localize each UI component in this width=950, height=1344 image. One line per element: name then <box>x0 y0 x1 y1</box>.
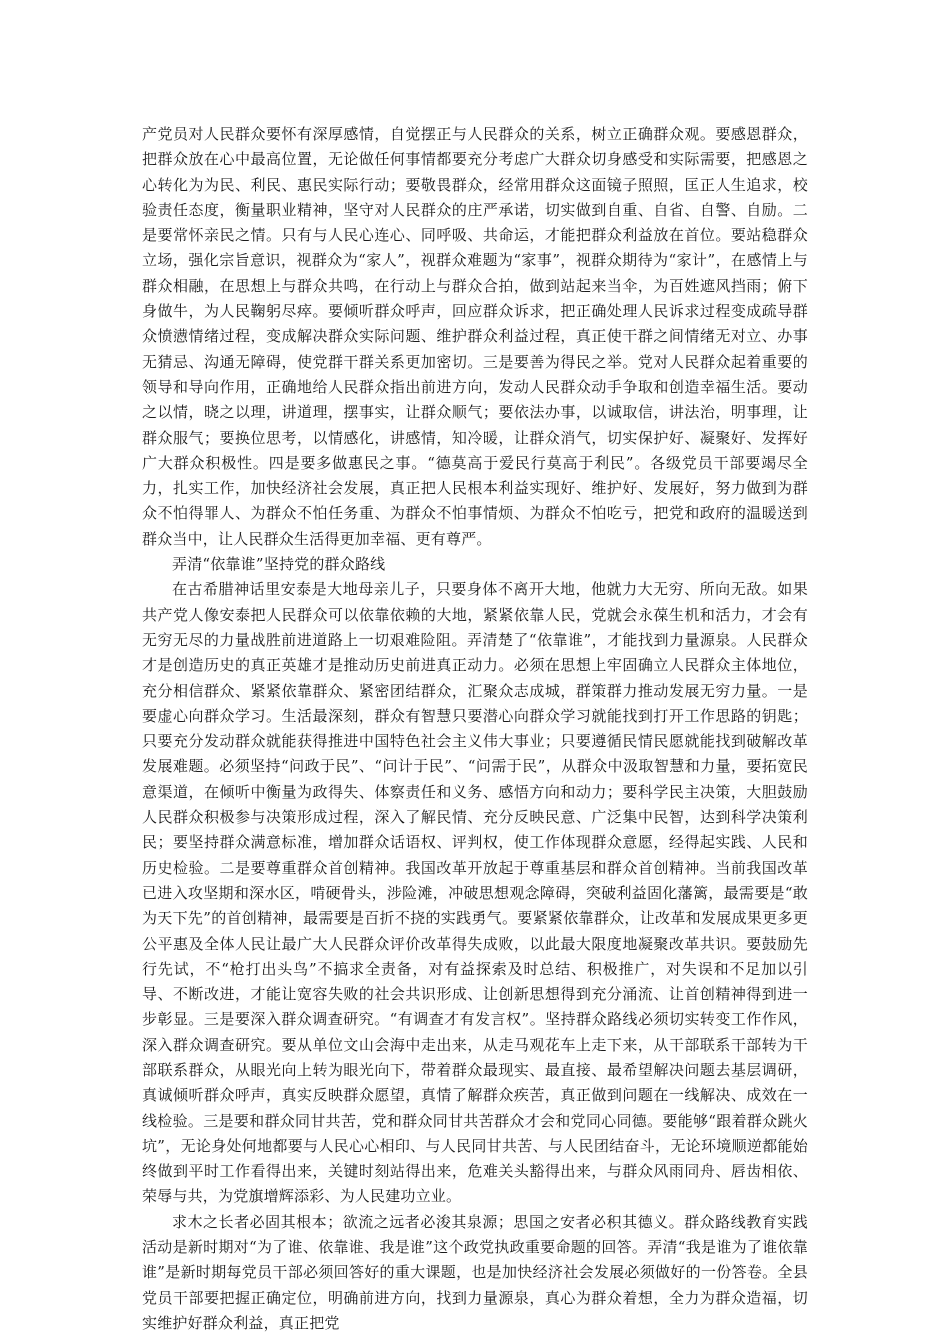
body-paragraph: 产党员对人民群众要怀有深厚感情，自觉摆正与人民群众的关系，树立正确群众观。要感恩群众，把群众放在心中最高位置，无论做任何事情都要充分考虑广大群众切身感受和实际需要，把感恩之心转化为为民、利民、惠民实际行动；要敬畏群众，经常用群众这面镜子照照，匡正人生追求，校验责任态度，衡量职业精神，坚守对人民群众的庄严承诺，切实做到自重、自省、自警、自励。二是要常怀亲民之情。只有与人民心连心、同呼吸、共命运，才能把群众利益放在首位。要站稳群众立场，强化宗旨意识，视群众为“家人”，视群众难题为“家事”，视群众期待为“家计”，在感情上与群众相融，在思想上与群众共鸣，在行动上与群众合拍，做到站起来当伞，为百姓遮风挡雨；俯下身做牛，为人民鞠躬尽瘁。要倾听群众呼声，回应群众诉求，把正确处理人民诉求过程变成疏导群众愤懑情绪过程，变成解决群众实际问题、维护群众利益过程，真正使干群之间情绪无对立、办事无猜忌、沟通无障碍，使党群干群关系更加密切。三是要善为得民之举。党对人民群众起着重要的领导和导向作用，正确地给人民群众指出前进方向，发动人民群众动手争取和创造幸福生活。要动之以情，晓之以理，讲道理，摆事实，让群众顺气；要依法办事，以诚取信，讲法治，明事理，让群众服气；要换位思考，以情感化，讲感情，知冷暖，让群众消气，切实保护好、凝聚好、发挥好广大群众积极性。四是要多做惠民之事。“德莫高于爱民行莫高于利民”。各级党员干部要竭尽全力，扎实工作，加快经济社会发展，真正把人民根本利益实现好、维护好、发展好，努力做到为群众不怕得罪人、为群众不怕任务重、为群众不怕事情烦、为群众不怕吃亏，把党和政府的温暖送到群众当中，让人民群众生活得更加幸福、更有尊严。 <box>142 125 808 548</box>
section-heading: 弄清“依靠谁”坚持党的群众路线 <box>172 555 386 574</box>
document-body <box>142 122 808 1336</box>
body-paragraph: 求木之长者必固其根本；欲流之远者必浚其泉源；思国之安者必积其德义。群众路线教育实践活动是新时期对“为了谁、依靠谁、我是谁”这个政党执政重要命题的回答。弄清“我是谁为了谁依靠谁”是新时期每党员干部必须回答好的重大课题，也是加快经济社会发展必须做好的一份答卷。全县党员干部要把握正确定位，明确前进方向，找到力量源泉，真心为群众着想，全力为群众造福，切实维护好群众利益，真正把党 <box>142 1212 808 1332</box>
body-paragraph: 在古希腊神话里安泰是大地母亲儿子，只要身体不离开大地，他就力大无穷、所向无敌。如果共产党人像安泰把人民群众可以依靠依赖的大地，紧紧依靠人民，党就会永葆生机和活力，才会有无穷无尽的力量战胜前进道路上一切艰难险阻。弄清楚了“依靠谁”，才能找到力量源泉。人民群众才是创造历史的真正英雄才是推动历史前进真正动力。必须在思想上牢固确立人民群众主体地位，充分相信群众、紧紧依靠群众、紧密团结群众，汇聚众志成城，群策群力推动发展无穷力量。一是要虚心向群众学习。生活最深刻，群众有智慧只要潜心向群众学习就能找到打开工作思路的钥匙；只要充分发动群众就能获得推进中国特色社会主义伟大事业；只要遵循民情民愿就能找到破解改革发展难题。必须坚持“问政于民”、“问计于民”、“问需于民”，从群众中汲取智慧和力量，要拓宽民意渠道，在倾听中衡量为政得失、体察责任和义务、感悟方向和动力；要科学民主决策，大胆鼓励人民群众积极参与决策形成过程，深入了解民情、充分反映民意、广泛集中民智，达到科学决策利民；要坚持群众满意标准，增加群众话语权、评判权，使工作体现群众意愿，经得起实践、人民和历史检验。二是要尊重群众首创精神。我国改革开放起于尊重基层和群众首创精神。当前我国改革已进入攻坚期和深水区，啃硬骨头，涉险滩，冲破思想观念障碍，突破利益固化藩篱，最需要是“敢为天下先”的首创精神，最需要是百折不挠的实践勇气。要紧紧依靠群众，让改革和发展成果更多更公平惠及全体人民让最广大人民群众评价改革得失成败，以此最大限度地凝聚改革共识。要鼓励先行先试，不“枪打出头鸟”不搞求全责备，对有益探索及时总结、积极推广，对失误和不足加以引导、不断改进，才能让宽容失败的社会共识形成、让创新思想得到充分涌流、让首创精神得到进一步彰显。三是要深入群众调查研究。“有调查才有发言权”。坚持群众路线必须切实转变工作作风，深入群众调查研究。要从单位文山会海中走出来，从走马观花车上走下来，从干部联系干部转为干部联系群众，从眼光向上转为眼光向下，带着群众最现实、最直接、最希望解决问题去基层调研，真诚倾听群众呼声，真实反映群众愿望，真情了解群众疾苦，真正做到问题在一线解决、成效在一线检验。三是要和群众同甘共苦，党和群众同甘共苦群众才会和党同心同德。要能够“跟着群众跳火坑”，无论身处何地都要与人民心心相印、与人民同甘共苦、与人民团结奋斗，无论环境顺逆都能始终做到平时工作看得出来，关键时刻站得出来，危难关头豁得出来，与群众风雨同舟、唇齿相依、荣辱与共，为党旗增辉添彩、为人民建功立业。 <box>142 580 808 1206</box>
